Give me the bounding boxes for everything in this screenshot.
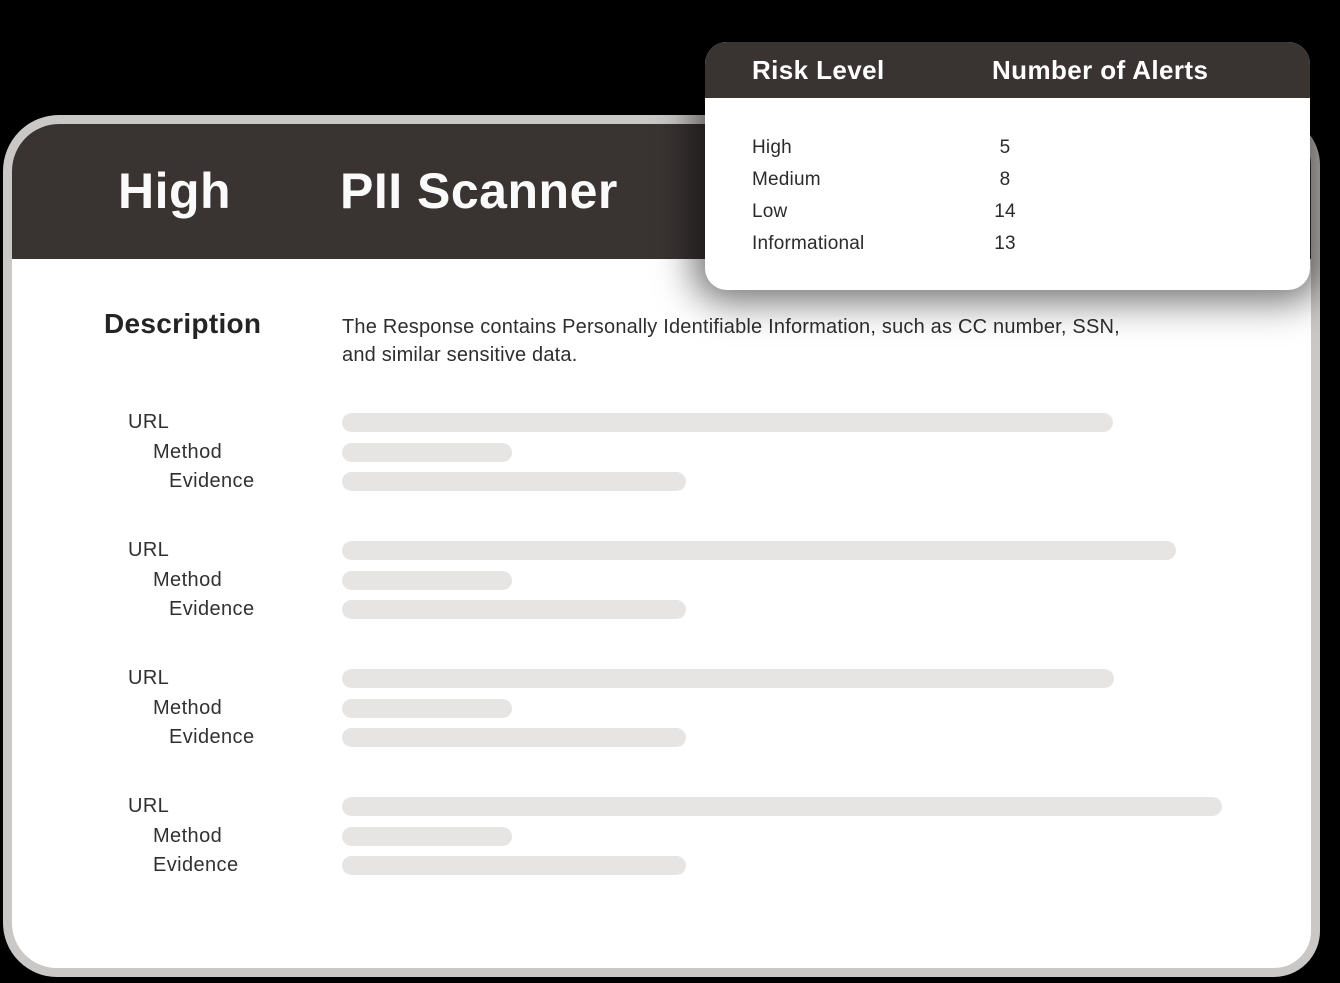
risk-level-label: Informational xyxy=(752,233,865,254)
url-label: URL xyxy=(128,667,170,689)
description-line-2: and similar sensitive data. xyxy=(342,344,578,366)
risk-badge: High xyxy=(118,163,232,219)
finding-row xyxy=(128,568,1248,591)
method-label: Method xyxy=(153,568,223,591)
description-label: Description xyxy=(104,308,262,339)
alerts-count-value: 5 xyxy=(999,137,1011,158)
risk-level-label: Medium xyxy=(752,169,821,190)
finding-row xyxy=(128,824,1248,847)
finding-group xyxy=(128,669,1248,758)
evidence-value-placeholder xyxy=(342,600,686,619)
url-value-placeholder xyxy=(342,669,1114,688)
risk-summary-rows xyxy=(752,136,1272,264)
finding-row xyxy=(128,797,1248,816)
finding-row xyxy=(128,728,1248,747)
finding-group xyxy=(128,413,1248,502)
finding-row xyxy=(128,541,1248,560)
evidence-label: Evidence xyxy=(169,726,255,748)
evidence-value-placeholder xyxy=(342,728,686,747)
alerts-count-value: 14 xyxy=(994,201,1016,222)
evidence-value-placeholder xyxy=(342,472,686,491)
finding-row xyxy=(128,600,1248,619)
method-value-placeholder xyxy=(342,827,512,846)
alerts-count-value: 8 xyxy=(999,169,1011,190)
risk-level-label: High xyxy=(752,137,792,158)
risk-level-column-header: Risk Level xyxy=(752,55,885,85)
url-label: URL xyxy=(128,539,170,561)
alerts-count-column-header: Number of Alerts xyxy=(992,55,1209,85)
evidence-value-placeholder xyxy=(342,856,686,875)
url-value-placeholder xyxy=(342,413,1113,432)
finding-row xyxy=(128,696,1248,719)
method-value-placeholder xyxy=(342,699,512,718)
description-line-1: The Response contains Personally Identifiable Information, such as CC number, SSN, xyxy=(342,316,1120,338)
evidence-label: Evidence xyxy=(153,854,239,876)
finding-group xyxy=(128,797,1248,886)
finding-row xyxy=(128,856,1248,875)
url-label: URL xyxy=(128,795,170,817)
finding-row xyxy=(128,440,1248,463)
finding-row xyxy=(128,413,1248,432)
url-value-placeholder xyxy=(342,541,1176,560)
method-label: Method xyxy=(153,440,223,463)
risk-summary-row xyxy=(752,168,1272,192)
report-title: PII Scanner xyxy=(340,163,618,219)
url-value-placeholder xyxy=(342,797,1222,816)
finding-group xyxy=(128,541,1248,630)
evidence-label: Evidence xyxy=(169,598,255,620)
risk-summary-row xyxy=(752,232,1272,256)
risk-summary-row xyxy=(752,200,1272,224)
finding-row xyxy=(128,472,1248,491)
finding-row xyxy=(128,669,1248,688)
method-value-placeholder xyxy=(342,571,512,590)
evidence-label: Evidence xyxy=(169,470,255,492)
risk-summary-card xyxy=(705,42,1310,290)
alerts-count-value: 13 xyxy=(994,233,1016,254)
risk-summary-row xyxy=(752,136,1272,160)
url-label: URL xyxy=(128,411,170,433)
method-value-placeholder xyxy=(342,443,512,462)
method-label: Method xyxy=(153,824,223,847)
method-label: Method xyxy=(153,696,223,719)
risk-summary-header xyxy=(705,42,1310,98)
risk-level-label: Low xyxy=(752,201,788,222)
